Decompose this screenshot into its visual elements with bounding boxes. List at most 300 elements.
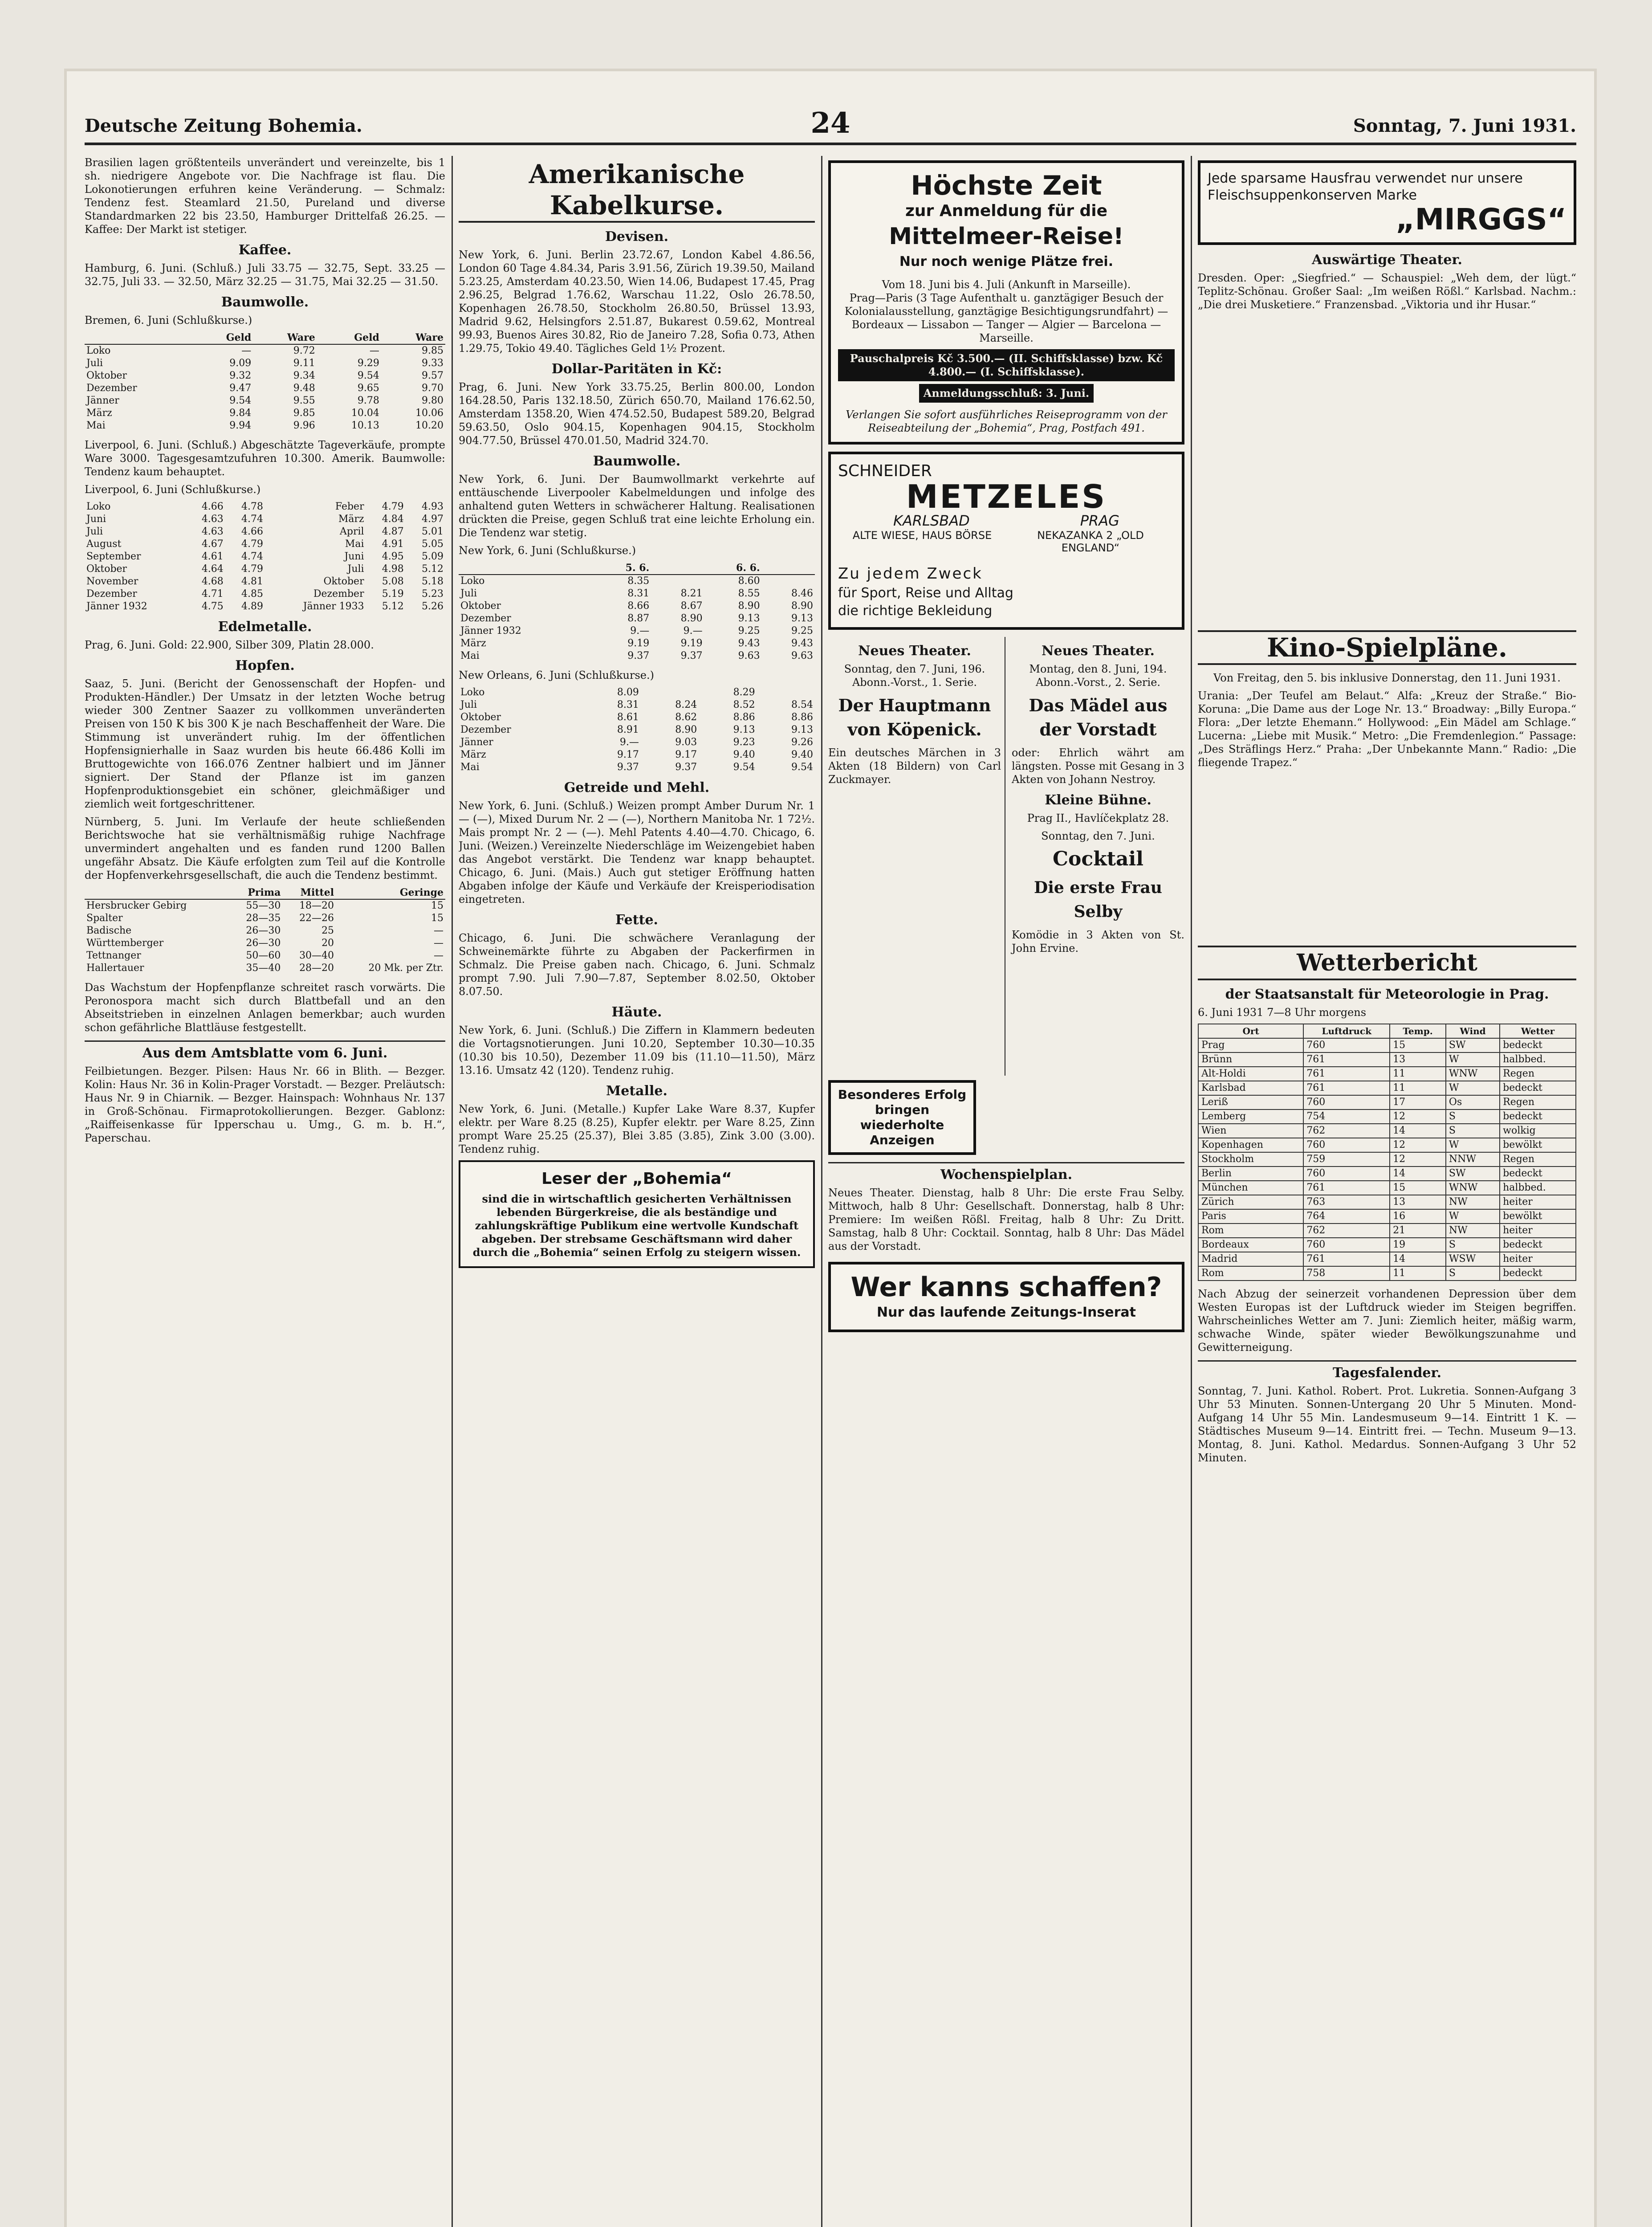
table-cell: 4.97 — [422, 514, 444, 525]
table-cell: Bordeaux — [1198, 1238, 1303, 1252]
table-row — [459, 761, 815, 774]
table-cell: 4.66 — [241, 526, 263, 537]
table-cell: 9.85 — [293, 408, 315, 419]
table-cell: Dezember — [460, 724, 511, 735]
table-cell: Hersbrucker Gebirg — [86, 900, 187, 911]
table-cell: WSW — [1446, 1252, 1500, 1266]
column-4 — [1198, 156, 1576, 2227]
table-cell: 9.72 — [293, 345, 315, 356]
table-cell: Lemberg — [1198, 1109, 1303, 1124]
table-cell: 4.78 — [241, 501, 263, 512]
table-cell: 8.86 — [733, 712, 755, 723]
table-cell: Regen — [1500, 1067, 1576, 1081]
table-cell: Württemberger — [86, 938, 164, 949]
table-cell: 4.79 — [382, 501, 404, 512]
ad-text: Verlangen Sie sofort ausführliches Reiseprogramm von der Reiseabteilung der „Bohemia“, Prag, Postfach 491. — [846, 408, 1167, 434]
table-header: Geld — [317, 331, 381, 344]
theater-date: Sonntag, den 7. Juni, 196. Abonn.-Vorst., 1. Serie. — [844, 663, 985, 689]
table-cell: 4.74 — [241, 514, 263, 525]
table-cell: Wien — [1198, 1124, 1303, 1138]
table-row — [1198, 1195, 1576, 1209]
table-cell: München — [1198, 1181, 1303, 1195]
table-cell: 8.29 — [733, 687, 755, 698]
table-cell: 9.65 — [357, 383, 379, 394]
table-cell: 9.13 — [738, 613, 760, 624]
table-cell: Loko — [86, 501, 111, 512]
table-cell: 8.61 — [617, 712, 639, 723]
table-cell: 15 — [431, 900, 444, 911]
table-cell: Karlsbad — [1198, 1081, 1303, 1095]
table-row — [85, 912, 445, 925]
table-row — [1198, 1209, 1576, 1224]
play-title: Das Mädel aus der Vorstadt — [1029, 695, 1168, 739]
article-paragraph: Neues Theater. Dienstag, halb 8 Uhr: Die erste Frau Selby. Mittwoch, halb 8 Uhr: Gesellschaft. Donnerstag, halb 8 Uhr: Premiere: Im weißen Rößl. Freitag, halb 8 Uhr: Zu Dritt. Samstag, halb 8 Uhr: Cocktail. Sonntag, halb 8 Uhr: Das Mädel aus der Vorstadt. — [828, 1187, 1184, 1252]
table-cell: — — [434, 938, 444, 949]
table-cell: Regen — [1500, 1152, 1576, 1167]
table-cell: bedeckt — [1500, 1266, 1576, 1281]
table-cell: 9.— — [683, 625, 703, 636]
table-cell: 9.40 — [791, 749, 813, 760]
article-paragraph: Sonntag, 7. Juni. Kathol. Robert. Prot. Lukretia. Sonnen-Aufgang 3 Uhr 53 Minuten. Sonnen-Untergang 20 Uhr 5 Minuten. Mond-Aufgang 14 Uhr 55 Min. Landesmuseum 9—14. Eintritt 1 K. — Städtisches Museum 9—14. Eintritt frei. — Techn. Museum 9—13. Montag, 8. Juni. Kathol. Medardus. Sonnen-Aufgang 3 Uhr 52 Minuten. — [1198, 1385, 1576, 1464]
table-row — [85, 551, 445, 563]
column-3 — [828, 156, 1184, 2227]
table-cell: 11 — [1390, 1266, 1446, 1281]
table-header — [85, 331, 195, 344]
table-header: 6. 6. — [704, 562, 762, 575]
table-cell: 9.03 — [675, 737, 697, 748]
table-cell: 9.— — [619, 737, 639, 748]
table-row — [459, 749, 815, 761]
table-cell: 8.31 — [617, 699, 639, 710]
ad-address: ALTE WIESE, HAUS BÖRSE — [852, 529, 992, 542]
ad-brand: METZELES — [906, 478, 1107, 515]
table-cell: 8.35 — [627, 575, 650, 587]
table-cell: S — [1446, 1109, 1500, 1124]
table-cell: 4.79 — [241, 538, 263, 550]
table-cell: 8.90 — [675, 724, 697, 735]
table-row — [1198, 1109, 1576, 1124]
table-row — [1198, 1238, 1576, 1252]
table-cell: Mai — [86, 420, 106, 431]
ad-price: Pauschalpreis Kč 3.500.— (II. Schiffsklasse) bzw. Kč 4.800.— (I. Schiffsklasse). — [838, 349, 1175, 381]
table-cell: 5.19 — [382, 588, 404, 600]
theater-title: Neues Theater. — [1042, 643, 1155, 659]
table-row — [85, 563, 445, 575]
table-row — [459, 724, 815, 736]
theater-date: Sonntag, den 7. Juni. — [1041, 830, 1155, 842]
table-cell: November — [86, 576, 138, 587]
page-number: 24 — [810, 106, 850, 140]
table-cell: 8.91 — [617, 724, 639, 735]
table-cell: W — [1446, 1138, 1500, 1152]
table-caption: Bremen, 6. Juni (Schlußkurse.) — [85, 314, 252, 326]
table-row — [85, 899, 445, 912]
table-cell: 5.05 — [422, 538, 444, 550]
table-cell: 760 — [1303, 1138, 1390, 1152]
table-cell: 28—20 — [299, 963, 334, 974]
table-cell: 17 — [1390, 1095, 1446, 1109]
article-paragraph: Prag, 6. Juni. Gold: 22.900, Silber 309, Platin 28.000. — [85, 639, 374, 651]
table-cell: Juli — [86, 358, 103, 369]
ad-box — [828, 1080, 976, 1155]
table-cell: 9.37 — [627, 650, 650, 661]
table-cell: 26—30 — [246, 925, 281, 936]
article-paragraph: New York, 6. Juni. Berlin 23.72.67, London Kabel 4.86.56, London 60 Tage 4.84.34, Paris 3.91.56, Zürich 19.39.50, Mailand 5.23.25, Amsterdam 40.23.50, Wien 14.06, Budapest 17.45, Prag 2.96.25, Belgrad 1.76.62, Warschau 11.22, Oslo 26.78.50, Kopenhagen 26.78.50, Stockholm 26.80.50, Brüssel 13.93, Madrid 9.62, Helsingfors 2.51.87, Bukarest 0.59.62, Montreal 99.93, Buenos Aires 30.82, Rio de Janeiro 7.28, Sofia 0.73, Athen 1.29.75, Tokio 49.40. Tägliches Geld 1½ Prozent. — [459, 249, 815, 355]
table-cell: 8.86 — [791, 712, 813, 723]
table-cell: 9.84 — [229, 408, 252, 419]
table-cell: 762 — [1303, 1124, 1390, 1138]
table-cell: Oktober — [460, 600, 501, 612]
table-cell: 8.62 — [675, 712, 697, 723]
table-cell: 9.47 — [229, 383, 252, 394]
table-row — [85, 382, 445, 395]
table-cell: 4.66 — [201, 501, 224, 512]
table-cell: Jänner 1932 — [460, 625, 521, 636]
table-row — [1198, 1067, 1576, 1081]
table-header: Ort — [1198, 1024, 1303, 1038]
section-title: Tagesfalender. — [1198, 1360, 1576, 1381]
table-cell: — — [369, 345, 379, 356]
table-cell: wolkig — [1500, 1124, 1576, 1138]
table-cell: 15 — [431, 913, 444, 924]
inserat-ad — [828, 1262, 1184, 1332]
table-cell: 758 — [1303, 1266, 1390, 1281]
table-cell: Spalter — [86, 913, 123, 924]
table-cell: 9.94 — [229, 420, 252, 431]
table-cell: WNW — [1446, 1181, 1500, 1195]
play-title: Der Hauptmann von Köpenick. — [838, 695, 991, 739]
table-cell: 761 — [1303, 1252, 1390, 1266]
table-cell: 9.19 — [680, 638, 703, 649]
table-caption: New Orleans, 6. Juni (Schlußkurse.) — [459, 669, 654, 681]
table-cell: 4.93 — [422, 501, 444, 512]
table-cell: 8.24 — [675, 699, 697, 710]
table-cell: 8.90 — [680, 613, 703, 624]
table-row — [1198, 1124, 1576, 1138]
section-title: Fette. — [615, 912, 658, 928]
table-row — [459, 637, 815, 650]
section-title: Baumwolle. — [221, 294, 309, 310]
table-row — [1198, 1038, 1576, 1052]
table-cell: 8.60 — [738, 575, 760, 587]
table-header: Ware — [253, 331, 317, 344]
table-row — [85, 538, 445, 551]
table-cell: 5.01 — [422, 526, 444, 537]
table-cell: 15 — [1390, 1181, 1446, 1195]
table-cell: Juni — [344, 551, 364, 562]
ad-title: Leser der „Bohemia“ — [541, 1170, 732, 1188]
table-cell: 9.37 — [617, 762, 639, 773]
table-cell: 760 — [1303, 1038, 1390, 1052]
table-cell: W — [1446, 1209, 1500, 1224]
table-cell: Badische — [86, 925, 132, 936]
section-title: Edelmetalle. — [218, 619, 312, 635]
table-cell: 8.46 — [791, 588, 813, 599]
table-header: Wetter — [1500, 1024, 1576, 1038]
table-cell: 14 — [1390, 1124, 1446, 1138]
article-paragraph: Urania: „Der Teufel am Belaut.“ Alfa: „Kreuz der Straße.“ Bio-Koruna: „Die Dame aus der Loge Nr. 13.“ Broadway: „Billy Europa.“ Flora: „Der letzte Ehemann.“ Hollywood: „Ein Mädel am Schlage.“ Lucerna: „Liebe mit Musik.“ Metro: „Die Fremdenlegion.“ Passage: „Des Sträflings Herz.“ Praha: „Der Unbekannte Mann.“ Radio: „Die fliegende Trapez.“ — [1198, 689, 1576, 769]
table-row — [85, 588, 445, 600]
table-cell: 9.34 — [293, 370, 315, 381]
table-cell: Dezember — [460, 613, 511, 624]
table-cell: März — [460, 749, 486, 760]
table-cell: Oktober — [86, 370, 127, 381]
table-row — [85, 950, 445, 962]
table-cell: Tettnanger — [86, 950, 141, 961]
metzeles-ad — [828, 452, 1184, 630]
table-cell — [641, 686, 699, 699]
table-header — [651, 562, 704, 575]
table-cell: 9.25 — [738, 625, 760, 636]
theater-title: Kleine Bühne. — [1045, 792, 1152, 808]
table-cell — [762, 575, 815, 587]
table-cell: 9.11 — [293, 358, 315, 369]
table-cell: Paris — [1198, 1209, 1303, 1224]
article-paragraph: Dresden. Oper: „Siegfried.“ — Schauspiel: „Weh dem, der lügt.“ Teplitz-Schönau. Großer Saal: „Im weißen Rößl.“ Karlsbad. Nachm.: „Die drei Musketiere.“ Franzensbad. „Viktoria und ihr Husar.“ — [1198, 272, 1576, 311]
table-cell: Jänner — [86, 395, 119, 406]
table-cell: Oktober — [460, 712, 501, 723]
table-cell: Os — [1446, 1095, 1500, 1109]
section-title: Metalle. — [606, 1083, 667, 1099]
ad-city: KARLSBAD — [893, 512, 970, 529]
section-title: Hopfen. — [235, 658, 295, 673]
article-paragraph: Liverpool, 6. Juni. (Schluß.) Abgeschätzte Tageverkäufe, prompte Ware 3000. Tagesgesamtzufuhren 10.300. Amerik. Baumwolle: Tendenz kaum behauptet. — [85, 439, 445, 478]
table-cell: 9.63 — [738, 650, 760, 661]
table-cell: 9.13 — [791, 613, 813, 624]
article-paragraph: Brasilien lagen größtenteils unverändert und vereinzelte, bis 1 sh. niedrigere Angebote vor. Die Nachfrage ist flau. Die Lokonotierungen erfuhren keine Veränderung. — Schmalz: Tendenz fest. Steamlard 21.50, Pureland und diverse Standardmarken 22 bis 23.50, Hamburger Drittelfaß 26.25. — Kaffee: Der Markt ist stetiger. — [85, 156, 445, 236]
column-2 — [459, 156, 815, 2227]
table-cell: Regen — [1500, 1095, 1576, 1109]
article-paragraph: Nürnberg, 5. Juni. Im Verlaufe der heute schließenden Berichtswoche hat sie verhältnismäßig ruhige Nachfrage unvermindert angehalten und es fanden rund 1200 Ballen ungefähr Absatz. Die Käufe erfolgten zum Teil auf die Kontrolle der Hopfenverkehrsgesellschaft, die auch die Tendenz bestimmt. — [85, 816, 445, 881]
table-cell: 4.95 — [382, 551, 404, 562]
table-row — [85, 370, 445, 382]
table-cell: WNW — [1446, 1067, 1500, 1081]
table-cell: 9.96 — [293, 420, 315, 431]
table-row — [85, 344, 445, 357]
table-cell: 8.31 — [627, 588, 650, 599]
theater-address: Prag II., Havlíčekplatz 28. — [1027, 812, 1169, 824]
table-cell: 4.68 — [201, 576, 224, 587]
issue-date: Sonntag, 7. Juni 1931. — [1353, 115, 1576, 136]
table-caption: Liverpool, 6. Juni (Schlußkurse.) — [85, 483, 261, 496]
table-cell: 761 — [1303, 1081, 1390, 1095]
table-cell: 8.09 — [617, 687, 639, 698]
table-cell: Juni — [86, 514, 106, 525]
table-cell: 9.32 — [229, 370, 252, 381]
mirggs-ad — [1198, 160, 1576, 245]
table-cell: 9.26 — [791, 737, 813, 748]
theater-listings — [828, 637, 1184, 1076]
article-paragraph: Prag, 6. Juni. New York 33.75.25, Berlin 800.00, London 164.28.50, Paris 132.18.50, Zürich 650.70, Mailand 176.62.50, Amsterdam 1358.20, Wien 474.52.50, Budapest 589.20, Belgrad 59.63.50, Oslo 904.15, Kopenhagen 904.15, Stockholm 904.77.50, Brüssel 470.01.50, Madrid 324.70. — [459, 381, 815, 447]
column-1 — [85, 156, 445, 2227]
table-cell: halbbed. — [1500, 1052, 1576, 1067]
table-row — [1198, 1266, 1576, 1281]
table-cell: 4.75 — [201, 601, 224, 612]
table-cell: 12 — [1390, 1138, 1446, 1152]
table-cell: 9.40 — [733, 749, 755, 760]
theater-schedule — [1198, 316, 1576, 628]
table-cell: 9.43 — [791, 638, 813, 649]
play-description: Ein deutsches Märchen in 3 Akten (18 Bildern) von Carl Zuckmayer. — [828, 746, 1001, 786]
table-row — [1198, 1152, 1576, 1167]
table-cell: 9.55 — [293, 395, 315, 406]
table-cell: NNW — [1446, 1152, 1500, 1167]
table-cell: 9.37 — [675, 762, 697, 773]
table-header: Geld — [195, 331, 253, 344]
table-header — [762, 562, 815, 575]
table-cell: 10.20 — [415, 420, 444, 431]
ad-line: Nur das laufende Zeitungs-Inserat — [877, 1305, 1136, 1320]
table-cell: 10.13 — [351, 420, 379, 431]
ad-headline: Höchste Zeit — [911, 170, 1102, 201]
article-paragraph: Feilbietungen. Bezger. Pilsen: Haus Nr. 66 in Blith. — Bezger. Kolin: Haus Nr. 36 in Kolin-Prager Vorstadt. — Bezger. Preläutsch: Haus Nr. 9 in Chiarnik. — Bezger. Hainspach: Wohnhaus Nr. 137 in Groß-Schönau. Firmaprotokollierungen. Bezger. Gablonz: „Raiffeisenkasse für Ipperschau u. Umg., G. m. b. H.“, Paperschau. — [85, 1065, 445, 1144]
table-cell: 754 — [1303, 1109, 1390, 1124]
table-cell: 5.18 — [422, 576, 444, 587]
article-paragraph: New York, 6. Juni. (Metalle.) Kupfer Lake Ware 8.37, Kupfer elektr. per Ware 8.25 (8.25), Kupfer elektr. per Ware 8.25, Zinn prompt Ware 25.25 (25.37), Blei 3.85 (3.85), Zink 3.00 (3.00). Tendenz ruhig. — [459, 1103, 815, 1155]
play-description: oder: Ehrlich währt am längsten. Posse mit Gesang in 3 Akten von Johann Nestroy. — [1012, 746, 1184, 786]
table-cell: 18—20 — [299, 900, 334, 911]
table-cell: 761 — [1303, 1052, 1390, 1067]
table-cell: 760 — [1303, 1095, 1390, 1109]
table-row — [459, 699, 815, 711]
table-cell: 9.25 — [791, 625, 813, 636]
table-cell: Mai — [460, 650, 480, 661]
table-cell: 4.79 — [241, 563, 263, 575]
table-cell: 5.12 — [422, 563, 444, 575]
section-heading: Amerikanische Kabelkurse. — [459, 159, 815, 223]
table-cell: 5.08 — [382, 576, 404, 587]
table-cell: 9.13 — [791, 724, 813, 735]
section-heading: Wetterbericht — [1198, 946, 1576, 980]
section-title: Devisen. — [605, 229, 669, 245]
table-cell: 4.63 — [201, 514, 224, 525]
ad-line: SCHNEIDER — [838, 462, 932, 480]
table-cell: 4.87 — [382, 526, 404, 537]
table-cell: 9.54 — [357, 370, 379, 381]
table-cell: 9.57 — [422, 370, 444, 381]
ad-deadline: Anmeldungsschluß: 3. Juni. — [919, 384, 1094, 403]
table-row — [1198, 1167, 1576, 1181]
table-cell: 759 — [1303, 1152, 1390, 1167]
table-cell: März — [86, 408, 112, 419]
table-cell: 16 — [1390, 1209, 1446, 1224]
table-cell: Jänner 1932 — [86, 601, 147, 612]
table-row — [1198, 1252, 1576, 1266]
table-cell: 22—26 — [299, 913, 334, 924]
ad-brand: „MIRGGS“ — [1396, 202, 1567, 237]
table-cell — [757, 686, 815, 699]
table-cell: 35—40 — [246, 963, 281, 974]
ad-slogan: die richtige Bekleidung — [838, 603, 993, 619]
table-cell: Mai — [460, 762, 480, 773]
play-description: Komödie in 3 Akten von St. John Ervine. — [1012, 929, 1184, 954]
table-caption: New York, 6. Juni (Schlußkurse.) — [459, 544, 636, 557]
table-cell: März — [338, 514, 364, 525]
table-cell: Mai — [345, 538, 364, 550]
table-cell: Berlin — [1198, 1167, 1303, 1181]
table-row — [85, 501, 445, 513]
table-cell: Dezember — [86, 588, 137, 600]
table-cell: Loko — [460, 687, 485, 698]
table-cell: 8.21 — [680, 588, 703, 599]
table-row — [85, 513, 445, 526]
table-cell: 9.— — [630, 625, 650, 636]
table-cell: 4.64 — [201, 563, 224, 575]
table-cell: 11 — [1390, 1067, 1446, 1081]
table-cell: heiter — [1500, 1195, 1576, 1209]
table-cell: bedeckt — [1500, 1038, 1576, 1052]
table-row — [459, 587, 815, 600]
table-cell: 5.26 — [422, 601, 444, 612]
table-cell: W — [1446, 1052, 1500, 1067]
table-cell: 12 — [1390, 1152, 1446, 1167]
table-cell: 15 — [1390, 1038, 1446, 1052]
ad-text: Jede sparsame Hausfrau verwendet nur unsere Fleischsuppenkonserven Marke — [1208, 171, 1523, 203]
table-row — [459, 600, 815, 612]
hopfen-table — [85, 886, 445, 975]
ad-line: zur Anmeldung für die — [905, 202, 1108, 220]
ad-address: NEKAZANKA 2 „OLD ENGLAND“ — [1037, 529, 1144, 554]
table-cell: Jänner — [460, 737, 493, 748]
table-cell: 4.81 — [241, 576, 263, 587]
table-cell: S — [1446, 1238, 1500, 1252]
table-cell: 8.90 — [791, 600, 813, 612]
table-cell: 762 — [1303, 1224, 1390, 1238]
section-title: Getreide und Mehl. — [564, 780, 710, 795]
cast-list — [828, 791, 1001, 1076]
table-cell: 4.63 — [201, 526, 224, 537]
ad-text: Besonderes Erfolg bringen wiederholte Anzeigen — [838, 1087, 967, 1147]
table-cell: NW — [1446, 1195, 1500, 1209]
table-row — [459, 650, 815, 662]
table-cell: September — [86, 551, 141, 562]
table-cell: 9.37 — [680, 650, 703, 661]
table-header: Mittel — [282, 886, 336, 899]
table-row — [459, 612, 815, 625]
table-cell: 20 Mk. per Ztr. — [368, 963, 444, 974]
table-cell: 55—30 — [246, 900, 281, 911]
masthead-left: Deutsche Zeitung Bohemia. — [85, 115, 362, 136]
table-row — [85, 937, 445, 950]
table-cell: Rom — [1198, 1224, 1303, 1238]
table-cell: 9.85 — [422, 345, 444, 356]
section-title: Wochenspielplan. — [828, 1162, 1184, 1183]
page-header — [85, 102, 1576, 145]
table-row — [85, 575, 445, 588]
table-row — [85, 395, 445, 407]
table-header: 5. 6. — [594, 562, 651, 575]
section-title: Kaffee. — [238, 242, 292, 258]
table-row — [1198, 1181, 1576, 1195]
theater-title: Neues Theater. — [858, 643, 971, 659]
table-cell: 4.91 — [382, 538, 404, 550]
table-cell: Stockholm — [1198, 1152, 1303, 1167]
table-cell: bedeckt — [1500, 1109, 1576, 1124]
table-cell: 5.09 — [422, 551, 444, 562]
table-cell: SW — [1446, 1167, 1500, 1181]
table-header: Luftdruck — [1303, 1024, 1390, 1038]
table-cell: Juli — [460, 588, 477, 599]
table-cell: Dezember — [86, 383, 137, 394]
table-cell: Rom — [1198, 1266, 1303, 1281]
table-header: Geringe — [336, 886, 445, 899]
table-cell: 9.09 — [229, 358, 252, 369]
table-row — [1198, 1224, 1576, 1238]
table-cell: Leriß — [1198, 1095, 1303, 1109]
table-cell: bedeckt — [1500, 1167, 1576, 1181]
table-cell: 760 — [1303, 1238, 1390, 1252]
table-row — [459, 736, 815, 749]
